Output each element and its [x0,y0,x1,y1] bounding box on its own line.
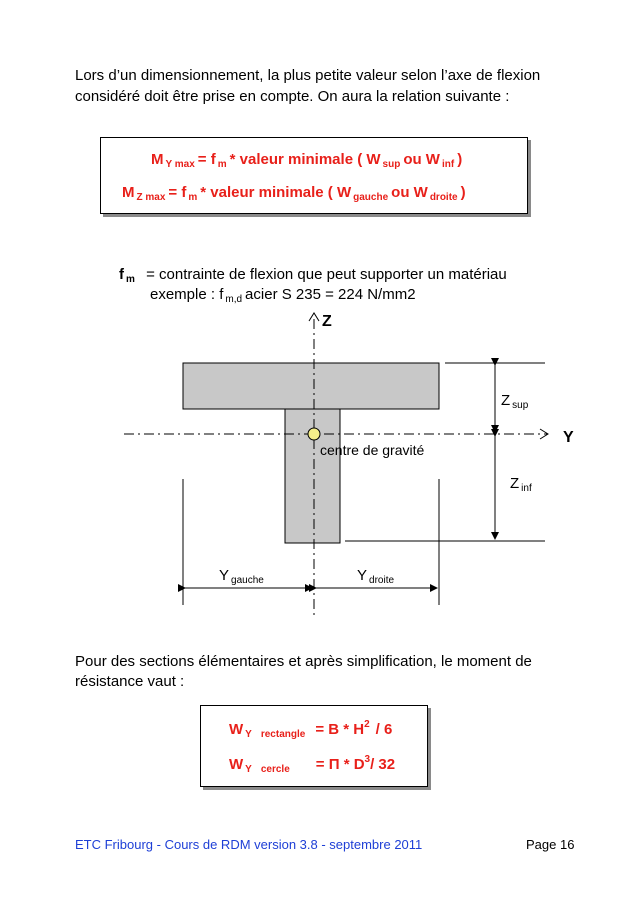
formula-subscript: cercle [260,764,290,775]
formula-symbol: W [229,756,244,773]
z-inf-label [510,474,535,496]
definition-fm [119,265,507,287]
formula-w-rectangle [229,720,392,742]
y-droite-subscript: droite [369,575,395,586]
t-section-diagram [0,305,638,625]
z-sup-symbol: Z [501,392,511,409]
formula-text: = f [168,184,187,201]
outro-line-2: résistance vaut : [75,673,185,690]
formula-my-max [151,150,462,172]
formula-text: = f [197,151,216,168]
y-axis-label: Y [563,429,574,446]
formula-text: = B * H [315,721,365,738]
formula-exponent: 3 [364,754,371,765]
intro-line-1: Lors d’un dimensionnement, la plus petite valeur selon l’axe de flexion [75,67,541,84]
fm-symbol: f [119,266,124,283]
formula-mz-max [122,183,466,205]
formula-text: * valeur minimale ( W [200,184,352,201]
example-text: exemple : f [150,286,224,303]
z-inf-symbol: Z [510,475,520,492]
formula-text: / 6 [375,721,393,738]
definition-text: = contrainte de flexion que peut supporter un matériau [146,266,507,283]
formula-text: * valeur minimale ( W [229,151,381,168]
formula-subscript: m [188,192,198,203]
formula-subscript: rectangle [260,729,306,740]
example-text: acier S 235 = 224 N/mm2 [245,286,416,303]
flange [183,363,439,409]
formula-subscript: droite [429,192,458,203]
formula-text: / 32 [370,756,396,773]
formula-subscript: Y [245,729,252,740]
formula-subscript: Z max [136,192,166,203]
outro-line-1: Pour des sections élémentaires et après simplification, le moment de [75,653,532,670]
formula-w-cercle [229,755,395,777]
z-sup-subscript: sup [512,400,529,411]
formula-symbol: M [122,184,135,201]
y-gauche-label [219,566,267,588]
formula-subscript: Y [245,764,252,775]
formula-symbol: M [151,151,164,168]
z-axis-label: Z [322,313,332,330]
formula-subscript: m [217,159,227,170]
y-droite-label [357,566,397,588]
centroid-label: centre de gravité [320,442,425,458]
formula-text: ou W [403,151,440,168]
fm-subscript: m [126,274,135,285]
formula-subscript: sup [382,159,401,170]
formula-exponent: 2 [364,719,370,730]
formula-text: ou W [391,184,428,201]
formula-text: = Π * D [315,756,365,773]
intro-line-2: considéré doit être prise en compte. On aura la relation suivante : [75,88,510,105]
page-number: Page 16 [526,837,575,852]
formula-text: ) [457,151,463,168]
formula-subscript: inf [441,159,455,170]
formula-subscript: Y max [165,159,195,170]
z-sup-label [501,391,531,413]
centroid-icon [308,428,320,440]
y-gauche-subscript: gauche [231,575,264,586]
formula-text: ) [460,184,466,201]
footer-course-info: ETC Fribourg - Cours de RDM version 3.8 - septembre 2011 [75,837,423,852]
y-droite-symbol: Y [357,567,368,584]
formula-box-moment [100,137,528,214]
y-gauche-symbol: Y [219,567,230,584]
formula-symbol: W [229,721,244,738]
definition-example [150,285,416,307]
z-inf-subscript: inf [521,483,532,494]
formula-box-resistance [200,705,428,787]
formula-subscript: gauche [353,192,389,203]
example-subscript: m,d [225,294,243,305]
